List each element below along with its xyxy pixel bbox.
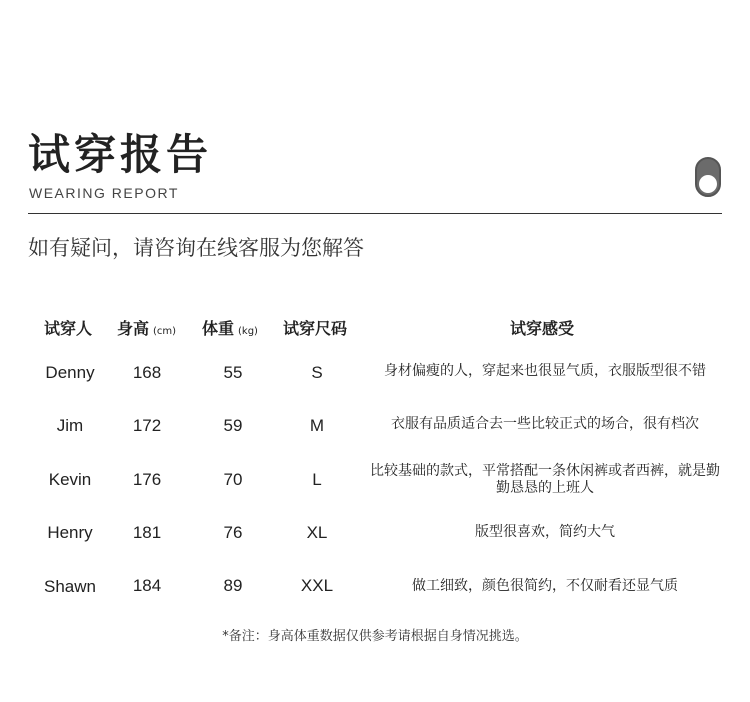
cell-feeling: 比较基础的款式，平常搭配一条休闲裤或者西裤，就是勤勤恳恳的上班人 <box>370 463 720 496</box>
cell-size: XL <box>306 523 328 542</box>
cell-height: 168 <box>132 363 162 382</box>
divider <box>28 213 722 214</box>
toggle-knob <box>699 175 717 193</box>
cell-feeling: 做工细致，颜色很简约，不仅耐看还显气质 <box>412 578 678 594</box>
contact-text: 如有疑问，请咨询在线客服为您解答 <box>28 236 364 260</box>
cell-name: Jim <box>56 416 84 435</box>
cell-height: 184 <box>132 576 162 595</box>
header-height <box>117 316 176 339</box>
cell-size: M <box>309 416 325 435</box>
cell-name: Henry <box>47 523 93 542</box>
cell-height: 176 <box>132 470 162 489</box>
page-subtitle: WEARING REPORT <box>29 185 179 201</box>
cell-height: 181 <box>132 523 162 542</box>
toggle-icon <box>695 157 721 197</box>
cell-weight: 70 <box>223 470 243 489</box>
cell-weight: 55 <box>223 363 243 382</box>
header-tester <box>44 316 92 339</box>
page-title: 试穿报告 <box>28 130 213 179</box>
cell-name: Denny <box>45 363 95 382</box>
cell-feeling: 衣服有品质适合去一些比较正式的场合，很有档次 <box>391 416 699 432</box>
header-feeling <box>510 316 574 339</box>
cell-weight: 59 <box>223 416 243 435</box>
header-tester-label: 试穿人 <box>44 319 93 338</box>
cell-feeling: 版型很喜欢，简约大气 <box>475 524 615 540</box>
cell-feeling: 身材偏瘦的人，穿起来也很显气质，衣服版型很不错 <box>384 363 706 379</box>
header-weight <box>202 316 258 339</box>
header-feeling-label: 试穿感受 <box>510 319 575 338</box>
header-size <box>283 316 347 339</box>
cell-size: L <box>312 470 322 489</box>
header-height-unit: (cm) <box>153 326 177 337</box>
cell-weight: 76 <box>223 523 243 542</box>
cell-size: XXL <box>300 576 334 595</box>
cell-weight: 89 <box>223 576 243 595</box>
cell-size: S <box>311 363 323 382</box>
footnote: *备注：身高体重数据仅供参考请根据自身情况挑选。 <box>222 629 528 644</box>
cell-name: Kevin <box>48 470 92 489</box>
header-weight-label: 体重 <box>202 319 235 338</box>
header-weight-unit: (kg) <box>238 326 258 337</box>
cell-name: Shawn <box>44 577 96 596</box>
header-size-label: 试穿尺码 <box>283 319 348 338</box>
cell-height: 172 <box>132 416 162 435</box>
header-height-label: 身高 <box>117 319 150 338</box>
